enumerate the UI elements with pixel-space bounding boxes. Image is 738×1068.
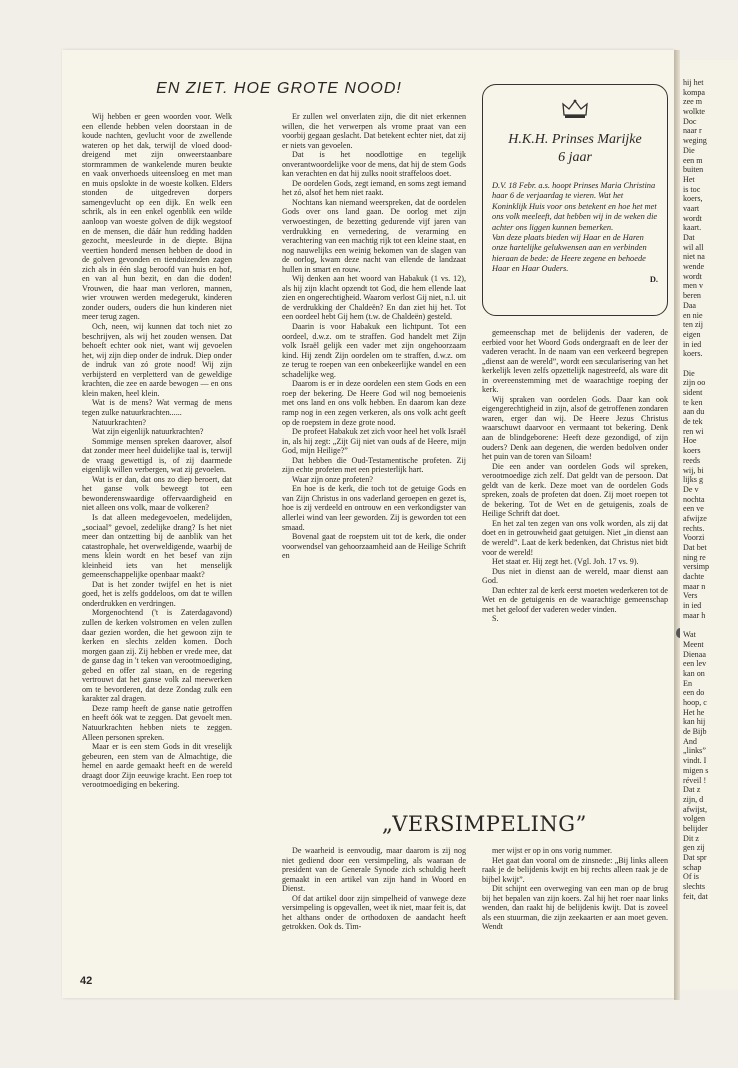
article-paragraph: De oordelen Gods, zegt iemand, en soms zegt iemand het zó, alsof het hem niet raakt. — [282, 178, 466, 198]
article-paragraph: Wat zijn eigenlijk natuurkrachten? — [92, 427, 204, 437]
article-paragraph: Morgenochtend ('t is Zaterdagavond) zullen de kerken volstromen en velen zullen daar gezien worden, die het gewoon zijn te kerken en slechts zelden komen. Doch morgen gaan zij. Zij hebben er vrede mee, dat de ganse dag in 't teken van verootmoediging, gebed en offer zal staan, en de regering vertrouwt dat het ganse volk zal meewerken om te bevorderen, dat deze Zondag zulk een karakter zal dragen. — [82, 608, 232, 704]
right-page-line: afwijze — [683, 513, 707, 523]
right-page-line: Daa — [683, 300, 697, 310]
right-page-line: Die — [683, 145, 695, 155]
right-page-line: aan du — [683, 407, 705, 417]
article-paragraph: Wat is de mens? Wat vermag de mens tegen zulke natuurkrachten...... — [82, 398, 232, 417]
article-paragraph: Wij hebben er geen woorden voor. Welk een ellende hebben velen doorstaan in de koude nachten, gevlucht voor de zwellende wateren op het dak, terwijl de vloed dood-dreigend met zijn onweerstaanbare stormrammen de wankelende muren beukte en vaak onverhoeds uiteensloeg en met man en muis opslokte in de woeste kolken. Elders stonden de uitgedreven dorpers samengevlucht op een dijk. En welk een schrik, als in een enkel ogenblik een wilde aanloop van woeste golven de dijk wegstoof en de mensen, die dáár hun redding hadden gezocht, meesleurde in de diepte. Bijna veertien honderd mensen hebben de dood in de golven gevonden en tienduizenden zagen zich als in één slag beroofd van huis en hof, en van al hun bezit, en dan die doden! Vrouwen, die haar man verloren, mannen, wier vrouwen werden medegerukt, kinderen zonder ouders, ouders die hun kinderen niet meer terug zagen. — [82, 112, 232, 322]
right-page-line: ten zij — [683, 320, 704, 330]
right-page-line: Dat z — [683, 785, 701, 795]
right-page-line: een do — [683, 688, 705, 698]
right-page-line: Hoe — [683, 436, 697, 446]
box-title-line-2: 6 jaar — [558, 150, 592, 165]
right-page-line: naar r — [683, 126, 702, 136]
versimpeling-title: „VERSIMPELING” — [382, 812, 587, 836]
article-paragraph: Het staat er. Hij zegt het. (Vgl. Joh. 17 vs. 9). — [492, 557, 639, 567]
right-page-line: kompa — [683, 87, 706, 97]
right-page-line: maar n — [683, 581, 706, 591]
right-page-line: Dienaa — [683, 649, 706, 659]
right-page-line: Dat bet — [683, 543, 707, 552]
right-page-line: Meent — [683, 639, 704, 649]
article-paragraph: Dat is het zonder twijfel en het is niet goed, het is zelfs goddeloos, om dat te willen onderdrukken en verdringen. — [82, 579, 232, 608]
right-page-line: kan hij — [683, 717, 706, 727]
right-page-line: te ken — [683, 397, 703, 407]
article-title: EN ZIET. HOE GROTE NOOD! — [156, 80, 402, 97]
right-page-line: in ied — [683, 601, 702, 611]
article-paragraph: Wij denken aan het woord van Habakuk (1 vs. 12), als hij zijn klacht opzendt tot God, die hem ellende laat zien en ongerechtigheid. Waarom verlost Gij niet, n.l. uit de verdrukking der Chaldeën? En dan ziet hij het. Tot een oordeel hebt Gij hem (t.w. de Chaldeën) gesteld. — [282, 274, 466, 322]
right-page-line: Het — [683, 174, 695, 184]
right-page-line: Dat spr — [683, 853, 707, 862]
right-page-line: De v — [683, 484, 699, 494]
page-number: 42 — [80, 975, 93, 987]
right-page-line: vindt. I — [683, 756, 707, 766]
right-page-line: eigen — [683, 329, 701, 339]
right-page-line: schap — [683, 862, 702, 872]
right-page-line: Doc — [683, 116, 697, 126]
princess-announcement-box — [482, 84, 668, 316]
right-page-line: en nie — [683, 310, 703, 320]
right-page-line: Het he — [683, 707, 705, 717]
right-page-line: ning re — [683, 552, 706, 562]
left-page — [62, 50, 674, 998]
article-paragraph: Och, neen, wij kunnen dat toch niet zo beschrijven, als wij het zouden wensen. Dat behoeft echter ook niet, want wij gevoelen het, wij zijn diep onder de indruk. Diep onder de indruk van zó grote nood! Wij zijn verbijsterd en verpletterd van de geweldige krachten, die zee en aarde bewogen — en ons klein maken, heel klein. — [82, 322, 232, 398]
article-paragraph: Is dat alleen medegevoelen, medelijden, „sociaal” gevoel, zedelijke drang? Is het niet meer dan ontzetting bij de aanblik van het catastrophale, het overweldigende, waarbij de mens klein wordt en het besef van zijn kleinheid iets van het menselijk gemeenschappelijke openbaar maakt? — [82, 512, 232, 580]
box-paragraph-1: D.V. 18 Febr. a.s. hoopt Prinses Maria Christina haar 6 de verjaardag te vieren. Wat het Koninklijk Huis voor ons betekent en hoe het met ons volk meeleeft, dat hebben wij in de weken die achter ons liggen kunnen bemerken. — [492, 181, 658, 232]
right-page-line: belijder — [683, 823, 708, 833]
article-paragraph: Dat is het noodlottige en tegelijk onverantwoordelijke voor de mens, dat hij de stem Gods kan verachten en dat hij zulks nooit straffeloos doet. — [282, 150, 466, 179]
right-page-line: ren wi — [683, 426, 704, 436]
versimpeling-paragraph: Dit schijnt een overweging van een man op de brug bij het bepalen van zijn koers. Zal hij het roer naar links wenden, dan raakt hij de belijdenis kwijt. Dat is zoveel als een stuurman, die zijn zeekaarten er aan moet geven. Wendt — [482, 884, 668, 932]
right-page-line: een m — [683, 155, 703, 165]
right-page-line: nochta — [683, 494, 705, 504]
right-page-line: hij het — [683, 78, 704, 87]
right-page-line: gen zij — [683, 843, 705, 853]
right-page-line: Dat — [683, 233, 695, 242]
right-page-line: dachte — [683, 572, 705, 582]
box-paragraph-2: Van deze plaats bieden wij Haar en de Haren onze hartelijke gelukwensen aan en verbinden hieraan de bede: de Heere zegene en behoede Haar en Haar Ouders. — [492, 233, 647, 274]
right-page-edge — [680, 60, 738, 990]
article-paragraph: De profeet Habakuk zet zich voor heel het volk Israël in, als hij zegt: „Zijt Gij niet van ouds af de Heere, mijn God, mijn Heilige?” — [282, 427, 466, 456]
right-page-line: Wat — [683, 630, 696, 640]
article-paragraph: gemeenschap met de belijdenis der vaderen, de eerbied voor het Woord Gods ondergraaft en de leer der vaderen veracht. In de naam van een verkeerd begrepen „dienst aan de wereld”, wordt een sæcularisering van het kerkelijk leven zelfs opzettelijk nagestreefd, als ware dit in overeenstemming met de waarachtige roeping der kerk. — [482, 328, 668, 395]
article-paragraph: Die een ander van oordelen Gods wil spreken, verootmoedige zich zelf. Dat geldt van de persoon. Dat geldt van de kerk. Deze moet van de oordelen Gods spreken, zoals de profeten dat doen. Zij moet roepen tot de bekering. Tot de Wet en de getuigenis, zoals de Heilige Schrift dat doet. — [482, 461, 668, 519]
right-page-line: weging — [683, 136, 707, 146]
right-page-line: wil all — [683, 242, 704, 252]
right-page-line: koers, — [683, 194, 703, 204]
article-paragraph: Wij spraken van oordelen Gods. Daar kan ook eigengerechtigheid in zijn, alsof de getroffenen zondaren waren, erger dan wij. De Heere Jezus Christus waarschuwt daarvoor en vermaant tot bekering. Denk aan de blindgeborene: Heeft deze gezondigd, of zijn ouders? Denk aan degenen, die werden bedolven onder het puin van de toren van Siloam! — [482, 394, 668, 462]
article-paragraph: S. — [492, 614, 499, 624]
article-paragraph: Dus niet in dienst aan de wereld, maar dienst aan God. — [482, 566, 668, 586]
right-page-line: versimp — [683, 562, 710, 572]
right-page-line: reeds — [683, 455, 701, 465]
article-paragraph: Sommige mensen spreken daarover, alsof dat zonder meer heel duidelijke taal is, terwijl de vraag gewettigd is, of zij daarmede eigenlijk willen verbergen, wat zij gevoelen. — [82, 436, 232, 475]
versimpeling-paragraph: Of dat artikel door zijn simpelheid of vanwege deze versimpeling is opgevallen, weet ik niet, maar feit is, dat het althans onder de orthodoxen de aandacht heeft getrokken. Ook ds. Tim- — [282, 893, 466, 932]
right-page-line: wordt — [683, 271, 702, 281]
article-paragraph: Waar zijn onze profeten? — [292, 474, 373, 484]
right-page-line: Of is — [683, 872, 699, 882]
right-page-line: buiten — [683, 165, 704, 175]
box-text — [492, 181, 658, 285]
right-page-line: is toc — [683, 184, 701, 194]
box-title-line-1: H.K.H. Prinses Marijke — [508, 132, 642, 147]
versimpeling-paragraph: De waarheid is eenvoudig, maar daarom is zij nog niet gediend door een versimpeling, als waaraan de president van de Generale Synode zich schuldig heeft gemaakt in een artikel van zijn hand in Woord en Dienst. — [282, 846, 466, 894]
box-title — [483, 131, 667, 167]
versimpeling-column-2 — [482, 846, 668, 932]
article-paragraph: Daarin is voor Habakuk een lichtpunt. Tot een oordeel, d.w.z. om te straffen. God handelt met Zijn volk Israël gelijk een vader met zijn ongehoorzaam kind. Hij zendt Zijn oordelen om te straffen, d.w.z. om ze terug te roepen van een onbekeerlijke wandel en een schadelijke weg. — [282, 322, 466, 379]
right-page-line: slechts — [683, 882, 706, 892]
right-page-line: de Bijb — [683, 727, 707, 737]
right-page-line: koers. — [683, 349, 703, 359]
right-page-line: wende — [683, 262, 705, 272]
article-paragraph: Wat is er dan, dat ons zo diep beroert, dat het ganse volk beweegt tot een bewonderenswaardige offervaardigheid en niet alleen ons volk, maar de volkeren? — [82, 474, 232, 513]
right-page-line: migen s — [683, 765, 709, 775]
right-page-line: beren — [683, 291, 701, 301]
crown-icon — [562, 99, 588, 119]
right-page-line: in ied — [683, 339, 702, 349]
right-page-line: wordt — [683, 213, 702, 223]
box-signature: D. — [649, 274, 658, 284]
right-page-line: feit, dat — [683, 891, 708, 901]
right-page-line: réveil ! — [683, 775, 707, 785]
article-column-2 — [282, 112, 466, 561]
right-page-line: men v — [683, 281, 704, 291]
article-paragraph: En het zal ten zegen van ons volk worden, als zij dat doet en in getrouwheid gaat getuigen. Niet „in dienst aan de wereld”. Laat de kerk bedenken, dat Christus niet bidt voor de wereld! — [482, 518, 668, 557]
right-page-line: sident — [683, 388, 703, 397]
right-page-line: een lev — [683, 659, 707, 669]
right-page-line: Vers — [683, 591, 698, 601]
right-page-line: vaart — [683, 203, 700, 213]
right-page-line: niet na — [683, 252, 705, 262]
right-page-line: hoop, c — [683, 698, 707, 707]
article-paragraph: Deze ramp heeft de ganse natie getroffen en heeft óók wat te zeggen. Dat gevoelt men. Natuurkrachten hebben niets te zeggen. Alleen personen spreken. — [82, 703, 232, 742]
right-page-line — [683, 359, 738, 369]
article-paragraph: Dan echter zal de kerk eerst moeten wederkeren tot de Wet en de getuigenis en de waarachtige gemeenschap met het geloof der vaderen weder vinden. — [482, 585, 668, 614]
right-page-line: volgen — [683, 814, 706, 824]
right-page-line: wij, bi — [683, 465, 704, 475]
article-paragraph: Er zullen wel onverlaten zijn, die dit niet erkennen willen, die het verwerpen als vrome praat van een voorbij gegaan geslacht. Dat betekent echter niet, dat zij er niets van gevoelen. — [282, 112, 466, 150]
right-page-line: rechts. — [683, 523, 705, 533]
article-paragraph: En hoe is de kerk, die toch tot de getuige Gods en van Zijn Christus in ons vaderland geroepen en gezet is, hoe is zij verdeeld en ontrouw en een verkondigster van allerlei wind van leer geworden. Zij is geworden tot een smaad. — [282, 484, 466, 532]
right-page-line: Dit z — [683, 833, 699, 843]
article-column-1 — [82, 112, 232, 790]
right-page-text-fragments — [683, 78, 738, 901]
right-page-line — [683, 621, 738, 631]
right-page-line: maar h — [683, 610, 706, 620]
article-column-3 — [482, 328, 668, 624]
right-page-line: zijn oo — [683, 378, 706, 388]
right-page-line: wolkte — [683, 107, 706, 117]
right-page-line: een ve — [683, 504, 704, 514]
article-paragraph: Dat hebben die Oud-Testamentische profeten. Zij zijn echte profeten met een priesterlijk hart. — [282, 455, 466, 475]
right-page-line: En — [683, 678, 692, 688]
right-page-line: „links” — [683, 746, 706, 756]
right-page-line: afwijst, — [683, 804, 708, 814]
article-paragraph: Bovenal gaat de roepstem uit tot de kerk, die onder voorwendsel van gehoorzaamheid aan de Heilige Schrift en — [282, 532, 466, 561]
right-page-line: Voorzi — [683, 533, 705, 543]
right-page-line: zijn, d — [683, 794, 704, 804]
article-paragraph: Natuurkrachten? — [92, 417, 146, 427]
right-page-line: lijks g — [683, 475, 704, 485]
versimpeling-paragraph: mer wijst er op in ons vorig nummer. — [492, 846, 613, 855]
right-page-line: koers — [683, 446, 701, 456]
right-page-line: Die — [683, 368, 695, 378]
versimpeling-paragraph: Het gaat dan vooral om de zinsnede: „Bij links alleen raak je de belijdenis kwijt en bij rechts alleen raak je de bijbel kwijt”. — [482, 855, 668, 884]
versimpeling-column-1 — [282, 846, 466, 932]
article-paragraph: Maar er is een stem Gods in dit vreselijk gebeuren, een stem van de Almachtige, die hemel en aarde gemaakt heeft en de wereld draagt door Zijn eeuwige kracht. Een roep tot verootmoediging en bekering. — [82, 742, 232, 790]
article-paragraph: Daarom is er in deze oordelen een stem Gods en een roep der bekering. De Heere God wil nog bemoeienis met ons land en ons volk hebben. En daarom kan deze ramp nog in een zegen verkeren, als ons volk acht geeft op de roepstem in deze grote nood. — [282, 379, 466, 427]
right-page-line: kaart. — [683, 223, 702, 233]
article-paragraph: Nochtans kan niemand weerspreken, dat de oordelen Gods over ons land gaan. De oorlog met zijn verwoestingen, de bezetting gedurende vijf jaren van verdrukking en vernedering, de verarming en verachtering van een machtig rijk tot een kleine staat, en nog nauwelijks een weinig bekomen van de slagen van de oorlog, kwam deze nacht van ellende de landzaat hullen in smart en rouw. — [282, 197, 466, 274]
right-page-line: de tek — [683, 417, 703, 427]
right-page-line: kan on — [683, 668, 705, 678]
right-page-line: And — [683, 736, 697, 746]
right-page-line: zee m — [683, 97, 703, 107]
